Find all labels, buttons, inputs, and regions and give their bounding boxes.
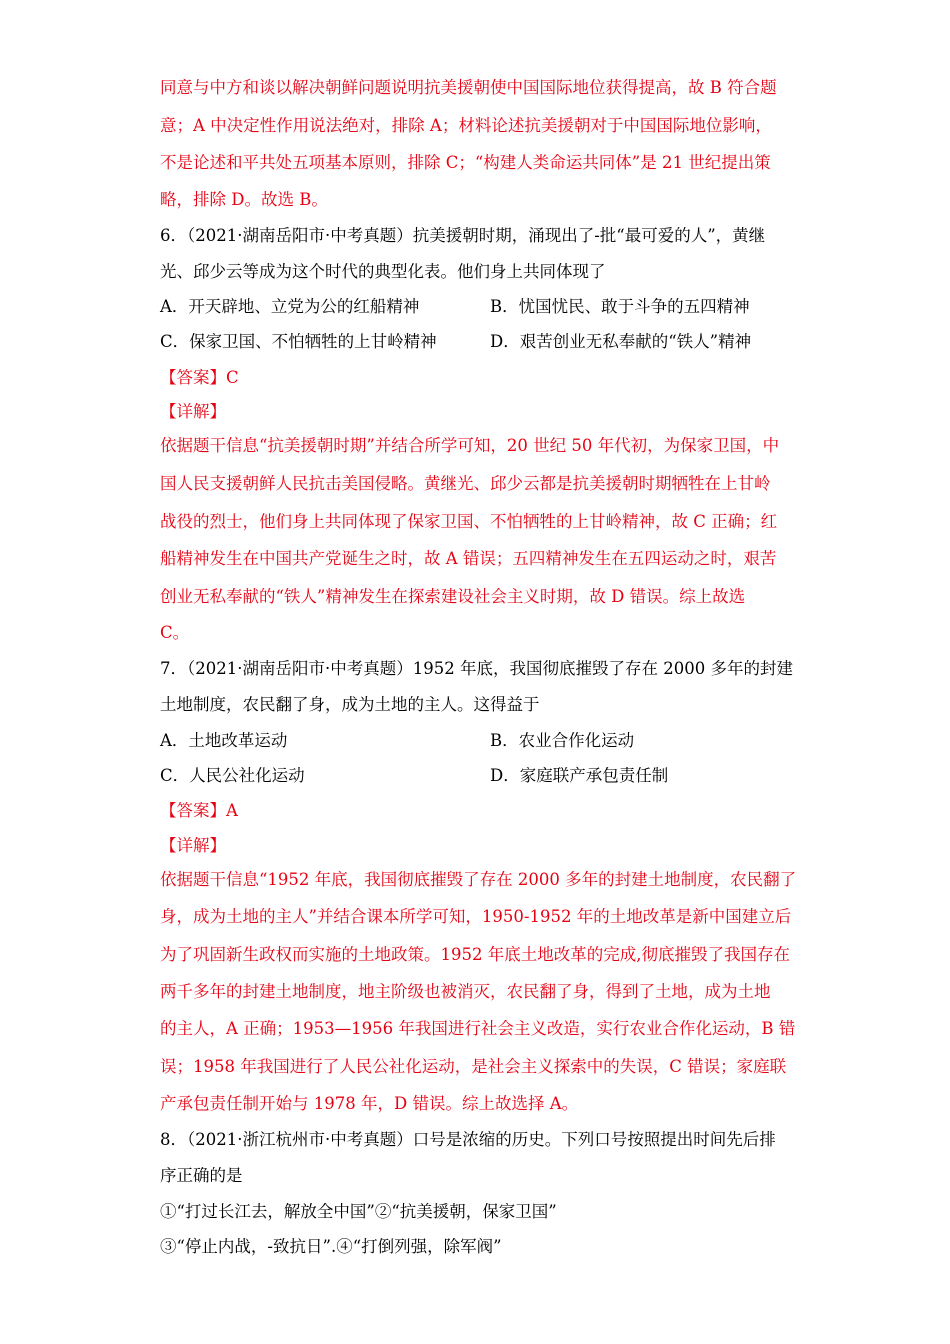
q6-option-d: D．艰苦创业无私奉献的“铁人”精神 — [490, 332, 752, 351]
q7-explanation-line: 误；1958 年我国进行了人民公社化运动，是社会主义探索中的失误，C 错误；家庭联 — [160, 1057, 787, 1076]
q6-option-a: A．开天辟地、立党为公的红船精神 — [160, 297, 420, 316]
q7-stem-line: 7．（2021·湖南岳阳市·中考真题）1952 年底，我国彻底摧毁了存在 2000 多年的封建 — [160, 659, 793, 678]
q8-stem-line: 8．（2021·浙江杭州市·中考真题）口号是浓缩的历史。下列口号按照提出时间先后排 — [160, 1130, 776, 1149]
q7-explanation-line: 的主人，A 正确；1953—1956 年我国进行社会主义改造，实行农业合作化运动，B 错 — [160, 1019, 796, 1038]
q6-option-c: C．保家卫国、不怕牺牲的上甘岭精神 — [160, 332, 437, 351]
q8-slogan-line: ③“停止内战，-致抗日”.④“打倒列强，除军阀” — [160, 1237, 502, 1256]
q7-explanation-line: 依据题干信息“1952 年底，我国彻底摧毁了存在 2000 多年的封建土地制度，农民翻了 — [160, 870, 797, 889]
q7-explanation-line: 为了巩固新生政权而实施的土地政策。1952 年底土地改革的完成,彻底摧毁了我国存在 — [160, 945, 790, 964]
q6-explanation-line: 船精神发生在中国共产党诞生之时，故 A 错误；五四精神发生在五四运动之时，艰苦 — [160, 549, 777, 568]
q8-stem-line: 序正确的是 — [160, 1166, 243, 1185]
q7-explanation-line: 产承包责任制开始与 1978 年，D 错误。综上故选择 A。 — [160, 1094, 579, 1113]
q6-explanation-line: C。 — [160, 623, 190, 642]
q8-slogan-line: ①“打过长江去，解放全中国”②“抗美援朝，保家卫国” — [160, 1202, 557, 1221]
q6-stem-line: 光、邱少云等成为这个时代的典型化表。他们身上共同体现了 — [160, 262, 606, 281]
q6-explanation-line: 战役的烈士，他们身上共同体现了保家卫国、不怕牺牲的上甘岭精神，故 C 正确；红 — [160, 512, 778, 531]
q6-explanation-line: 创业无私奉献的“铁人”精神发生在探索建设社会主义时期，故 D 错误。综上故选 — [160, 587, 746, 606]
q5-explanation-line: 意；A 中决定性作用说法绝对，排除 A；材料论述抗美援朝对于中国国际地位影响， — [160, 116, 772, 135]
q7-option-a: A．土地改革运动 — [160, 731, 288, 750]
q7-answer: 【答案】A — [160, 801, 238, 820]
q6-explanation-line: 依据题干信息“抗美援朝时期”并结合所学可知，20 世纪 50 年代初，为保家卫国，中 — [160, 436, 780, 455]
q5-explanation-line: 不是论述和平共处五项基本原则，排除 C；“构建人类命运共同体”是 21 世纪提出策 — [160, 153, 771, 172]
q6-stem-line: 6．（2021·湖南岳阳市·中考真题）抗美援朝时期，涌现出了-批“最可爱的人”，黄继 — [160, 226, 766, 245]
q6-answer: 【答案】C — [160, 368, 239, 387]
q5-explanation-line: 同意与中方和谈以解决朝鲜问题说明抗美援朝使中国国际地位获得提高，故 B 符合题 — [160, 78, 777, 97]
q6-explanation-line: 国人民支援朝鲜人民抗击美国侵略。黄继光、邱少云都是抗美援朝时期牺牲在上甘岭 — [160, 474, 771, 493]
q5-explanation-line: 略，排除 D。故选 B。 — [160, 190, 328, 209]
q6-detail-label: 【详解】 — [160, 402, 226, 421]
q7-explanation-line: 两千多年的封建土地制度，地主阶级也被消灭，农民翻了身，得到了土地，成为土地 — [160, 982, 771, 1001]
q7-option-b: B．农业合作化运动 — [490, 731, 635, 750]
q7-option-c: C．人民公社化运动 — [160, 766, 305, 785]
q6-option-b: B．忧国忧民、敢于斗争的五四精神 — [490, 297, 750, 316]
q7-option-d: D．家庭联产承包责任制 — [490, 766, 669, 785]
q7-explanation-line: 身，成为土地的主人”并结合课本所学可知，1950-1952 年的土地改革是新中国建立后 — [160, 907, 792, 926]
q7-detail-label: 【详解】 — [160, 836, 226, 855]
q7-stem-line: 土地制度，农民翻了身，成为土地的主人。这得益于 — [160, 695, 540, 714]
